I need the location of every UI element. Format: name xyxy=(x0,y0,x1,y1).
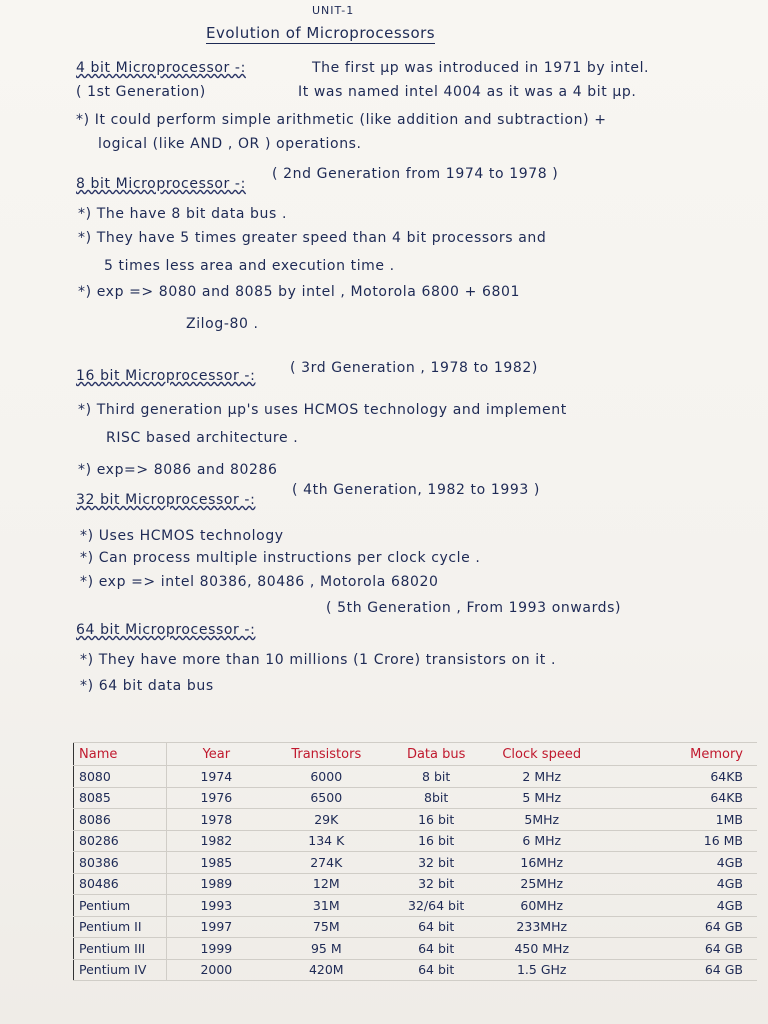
bullet-8bit-5: Zilog-80 . xyxy=(186,316,259,332)
bullet-64bit-1: *) They have more than 10 millions (1 Crore) transistors on it . xyxy=(80,652,556,668)
table-row xyxy=(74,916,758,938)
section-text-16bit: ( 3rd Generation , 1978 to 1982) xyxy=(290,360,538,376)
cell-clock-speed: 233MHz xyxy=(486,916,598,938)
cell-memory: 4GB xyxy=(598,852,757,874)
column-header-clock-speed: Clock speed xyxy=(486,743,598,766)
cell-clock-speed: 1.5 GHz xyxy=(486,959,598,981)
cell-name: 80286 xyxy=(74,830,167,852)
cell-clock-speed: 450 MHz xyxy=(486,938,598,960)
cell-year: 1976 xyxy=(166,787,266,809)
cell-clock-speed: 6 MHz xyxy=(486,830,598,852)
cell-data-bus: 64 bit xyxy=(387,959,486,981)
cell-transistors: 12M xyxy=(266,873,387,895)
cell-memory: 1MB xyxy=(598,809,757,831)
cell-memory: 16 MB xyxy=(598,830,757,852)
section-text-4bit: The first μp was introduced in 1971 by intel. xyxy=(312,60,650,76)
table-header-row xyxy=(74,743,758,766)
cell-data-bus: 64 bit xyxy=(387,938,486,960)
section-heading-32bit: 32 bit Microprocessor -: xyxy=(76,492,256,508)
cell-transistors: 6000 xyxy=(266,766,387,788)
page-title: Evolution of Microprocessors xyxy=(206,24,436,42)
cell-clock-speed: 5MHz xyxy=(486,809,598,831)
table-row xyxy=(74,873,758,895)
cell-data-bus: 32 bit xyxy=(387,852,486,874)
cell-name: Pentium xyxy=(74,895,167,917)
cell-year: 1985 xyxy=(166,852,266,874)
table-row xyxy=(74,895,758,917)
cell-name: Pentium IV xyxy=(74,959,167,981)
cell-clock-speed: 2 MHz xyxy=(486,766,598,788)
cell-data-bus: 8bit xyxy=(387,787,486,809)
cell-data-bus: 64 bit xyxy=(387,916,486,938)
unit-label: UNIT-1 xyxy=(312,4,355,17)
cell-year: 2000 xyxy=(166,959,266,981)
cell-year: 1997 xyxy=(166,916,266,938)
bullet-32bit-1: *) Uses HCMOS technology xyxy=(80,528,284,544)
cell-transistors: 6500 xyxy=(266,787,387,809)
bullet-4bit-1: *) It could perform simple arithmetic (like addition and subtraction) + xyxy=(76,112,607,128)
section-text-64bit: ( 5th Generation , From 1993 onwards) xyxy=(326,600,622,616)
cell-year: 1989 xyxy=(166,873,266,895)
bullet-16bit-3: *) exp=> 8086 and 80286 xyxy=(78,462,278,478)
section-heading-4bit: 4 bit Microprocessor -: xyxy=(76,60,246,76)
table-row xyxy=(74,787,758,809)
section-heading-8bit: 8 bit Microprocessor -: xyxy=(76,176,246,192)
section-heading-16bit: 16 bit Microprocessor -: xyxy=(76,368,256,384)
section-text-4bit-2: It was named intel 4004 as it was a 4 bit μp. xyxy=(298,84,637,100)
cell-transistors: 95 M xyxy=(266,938,387,960)
cell-transistors: 75M xyxy=(266,916,387,938)
bullet-16bit-1: *) Third generation μp's uses HCMOS technology and implement xyxy=(78,402,567,418)
column-header-transistors: Transistors xyxy=(266,743,387,766)
cell-year: 1982 xyxy=(166,830,266,852)
cell-memory: 64 GB xyxy=(598,959,757,981)
cell-name: 80386 xyxy=(74,852,167,874)
table-row xyxy=(74,809,758,831)
cell-transistors: 420M xyxy=(266,959,387,981)
cell-memory: 4GB xyxy=(598,873,757,895)
cell-data-bus: 8 bit xyxy=(387,766,486,788)
column-header-memory: Memory xyxy=(598,743,757,766)
cell-data-bus: 32 bit xyxy=(387,873,486,895)
bullet-8bit-1: *) The have 8 bit data bus . xyxy=(78,206,288,222)
table-row xyxy=(74,852,758,874)
cell-name: 8080 xyxy=(74,766,167,788)
cell-memory: 4GB xyxy=(598,895,757,917)
bullet-64bit-2: *) 64 bit data bus xyxy=(80,678,214,694)
cell-clock-speed: 25MHz xyxy=(486,873,598,895)
cell-year: 1993 xyxy=(166,895,266,917)
section-heading-64bit: 64 bit Microprocessor -: xyxy=(76,622,256,638)
table-row xyxy=(74,766,758,788)
cell-name: Pentium II xyxy=(74,916,167,938)
bullet-4bit-2: logical (like AND , OR ) operations. xyxy=(98,136,362,152)
cell-name: 8085 xyxy=(74,787,167,809)
cell-name: 80486 xyxy=(74,873,167,895)
bullet-8bit-2: *) They have 5 times greater speed than 4 bit processors and xyxy=(78,230,547,246)
bullet-32bit-2: *) Can process multiple instructions per clock cycle . xyxy=(80,550,481,566)
cell-data-bus: 16 bit xyxy=(387,809,486,831)
cell-transistors: 29K xyxy=(266,809,387,831)
column-header-year: Year xyxy=(166,743,266,766)
section-text-32bit: ( 4th Generation, 1982 to 1993 ) xyxy=(292,482,540,498)
cell-clock-speed: 16MHz xyxy=(486,852,598,874)
cell-year: 1974 xyxy=(166,766,266,788)
section-text-8bit: ( 2nd Generation from 1974 to 1978 ) xyxy=(272,166,559,182)
cell-year: 1999 xyxy=(166,938,266,960)
cell-transistors: 274K xyxy=(266,852,387,874)
cell-memory: 64KB xyxy=(598,787,757,809)
cell-data-bus: 32/64 bit xyxy=(387,895,486,917)
bullet-8bit-4: *) exp => 8080 and 8085 by intel , Motorola 6800 + 6801 xyxy=(78,284,521,300)
cell-memory: 64 GB xyxy=(598,938,757,960)
cell-name: 8086 xyxy=(74,809,167,831)
cell-data-bus: 16 bit xyxy=(387,830,486,852)
column-header-name: Name xyxy=(74,743,167,766)
bullet-16bit-2: RISC based architecture . xyxy=(106,430,299,446)
bullet-8bit-3: 5 times less area and execution time . xyxy=(104,258,395,274)
table-row xyxy=(74,938,758,960)
cell-transistors: 31M xyxy=(266,895,387,917)
cell-clock-speed: 5 MHz xyxy=(486,787,598,809)
column-header-data-bus: Data bus xyxy=(387,743,486,766)
cell-clock-speed: 60MHz xyxy=(486,895,598,917)
microprocessor-comparison-table xyxy=(73,742,757,981)
cell-name: Pentium III xyxy=(74,938,167,960)
table-row xyxy=(74,959,758,981)
cell-memory: 64KB xyxy=(598,766,757,788)
generation-label-4bit: ( 1st Generation) xyxy=(76,84,206,100)
cell-year: 1978 xyxy=(166,809,266,831)
cell-memory: 64 GB xyxy=(598,916,757,938)
bullet-32bit-3: *) exp => intel 80386, 80486 , Motorola 68020 xyxy=(80,574,439,590)
table-row xyxy=(74,830,758,852)
cell-transistors: 134 K xyxy=(266,830,387,852)
